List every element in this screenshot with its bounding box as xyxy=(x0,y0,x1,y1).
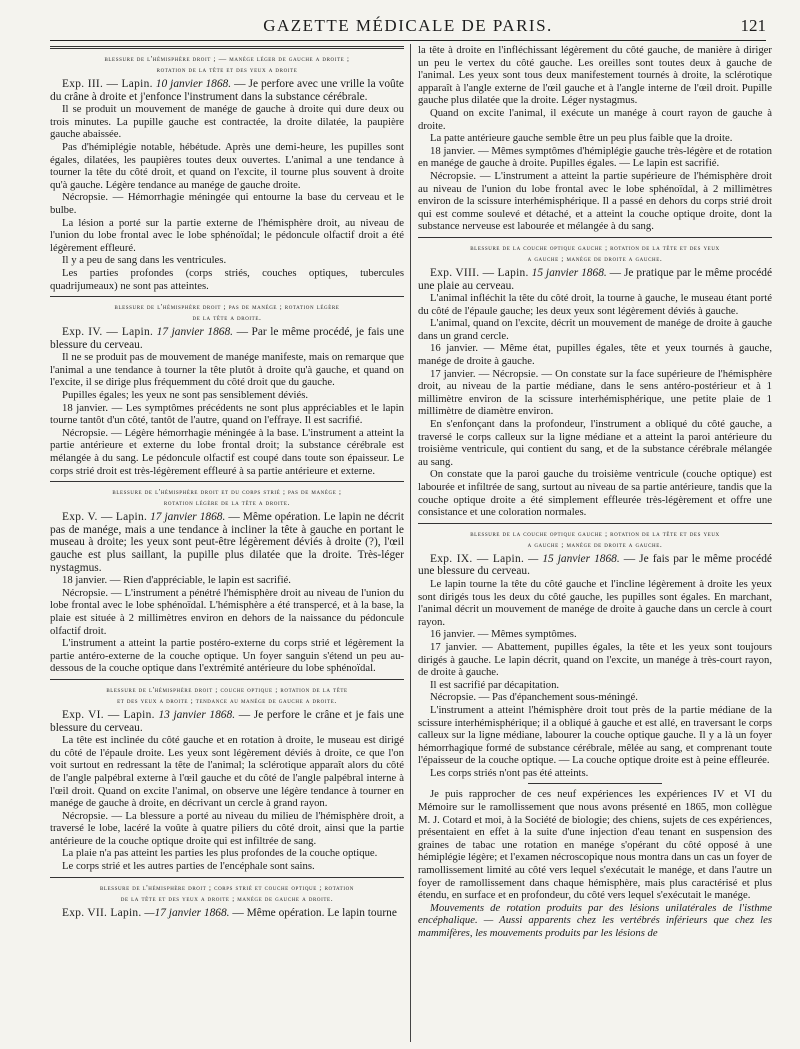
experiment-text: — Je pratique par le même procédé une plaie au cerveau. xyxy=(418,266,772,292)
column-divider xyxy=(410,44,411,1042)
experiment-date: 10 janvier 1868. xyxy=(155,78,232,90)
body-paragraph: 16 janvier. — Même état, pupilles égales, tête et yeux tournés à gauche, manége de droite à gauche. xyxy=(418,342,772,368)
body-paragraph: Nécropsie. — L'instrument a atteint la partie supérieure de l'hémisphère droit au niveau de l'union du lobe frontal avec le lobe sphénoïdal, à 2 millimètres environ de la scissure interhémisphérique. Il a passé en dehors du corps strié droit qui est comme soulevé et détaché, et a atteint la couche optique droite, dont la substance nerveuse est labourée et mélangée à du sang. xyxy=(418,169,772,233)
body-paragraph: Mouvements de rotation produits par des lésions unilatérales de l'isthme encéphalique. — Aussi apparents chez les vertébrés inférieurs que chez les mammifères, les mouvements produits par les lésions de xyxy=(418,901,772,939)
experiment-paragraph xyxy=(418,553,772,578)
experiment-label: Exp. VII. Lapin. xyxy=(62,906,142,919)
journal-title: GAZETTE MÉDICALE DE PARIS. xyxy=(263,16,553,35)
section-heading-line: blessure de l'hémisphère droit ; pas de manége ; rotation légère xyxy=(114,302,340,312)
section-rule xyxy=(418,523,772,524)
page-header xyxy=(50,14,766,41)
body-paragraph: 18 janvier. — Rien d'appréciable, le lapin est sacrifié. xyxy=(62,574,291,587)
body-paragraph: Il ne se produit pas de mouvement de manége manifeste, mais on remarque que l'animal a une tendance à tourner la tête plutôt à droite qu'à gauche, et quand on l'excite, il se dirige plus fréquemment du côté droit que du gauche. xyxy=(50,351,404,389)
body-paragraph: 18 janvier. — Les symptômes précédents ne sont plus appréciables et le lapin tourne tantôt d'un côté, tantôt de l'autre, quand on l'effraye. Il est sacrifié. xyxy=(50,401,404,427)
body-paragraph: Je puis rapprocher de ces neuf expériences les expériences IV et VI du Mémoire sur le ramollissement que nous avons présenté en 1865, mon collègue M. J. Cotard et moi, à la Société de biologie; des chiens, sujets de ces expériences, présentaient en effet à la suite d'une injection d'eau tenant en suspension des graines de tabac une rotation en manége s'opérant du côté opposé à une hémiplégie légère; et l'examen nécroscopique nous montra dans un cas un foyer de ramollissement limité au côté vers lequel s'exécutait le manége, et dans l'autre un foyer de ramollissement dans chaque hémisphère, mais plus caractérisé et plus étendu, en surface et en profondeur, du côté vers lequel s'exécutait le manége. xyxy=(418,788,772,902)
body-paragraph: La patte antérieure gauche semble être un peu plus faible que la droite. xyxy=(430,132,733,145)
section-rule xyxy=(418,237,772,238)
left-column xyxy=(50,44,404,1042)
body-paragraph: L'animal infléchit la tête du côté droit, la tourne à gauche, le museau étant porté du côté de l'épaule gauche; les deux yeux sont légèrement déviés à gauche. xyxy=(418,292,772,317)
section-heading xyxy=(418,528,772,550)
body-paragraph: Pupilles égales; les yeux ne sont pas sensiblement déviés. xyxy=(62,389,309,402)
experiment-text: — Je fais par le même procédé une blessure du cerveau. xyxy=(418,552,772,578)
experiment-paragraph xyxy=(50,511,404,574)
page-number: 121 xyxy=(740,16,766,35)
section-heading-line: blessure de l'hémisphère droit ; couche optique ; rotation de la tête xyxy=(106,684,348,694)
section-heading-line: blessure de l'hémisphère droit et du corps strié ; pas de manége ; xyxy=(112,487,342,497)
experiment-date: 13 janvier 1868. xyxy=(158,708,236,721)
section-heading-line: de la tête a droite. xyxy=(192,313,262,323)
section-heading xyxy=(50,486,404,508)
body-paragraph: 16 janvier. — Mêmes symptômes. xyxy=(430,628,577,641)
experiment-label: Exp. IV. — Lapin. xyxy=(62,326,154,339)
body-paragraph: Nécropsie. — Hémorrhagie méningée qui entourne la base du cerveau et le bulbe. xyxy=(50,191,404,216)
section-rule xyxy=(528,783,662,784)
section-heading-line: rotation de la tête et des yeux a droite xyxy=(156,65,298,74)
experiment-date: 15 janvier 1868. xyxy=(531,266,607,279)
body-paragraph: Il se produit un mouvement de manége de gauche à droite qui dure deux ou trois minutes. La pupille gauche est contractée, la droite dilatée, la paupière gauche abaissée. xyxy=(50,103,404,141)
section-heading-line: rotation légère de la tête a droite. xyxy=(163,498,291,508)
section-rule xyxy=(50,296,404,297)
body-paragraph: L'animal, quand on l'excite, décrit un mouvement de manége de droite à gauche dans un grand cercle. xyxy=(418,317,772,342)
experiment-paragraph xyxy=(50,709,404,734)
experiment-text: — Même opération. Le lapin tourne xyxy=(232,906,397,919)
body-paragraph: La lésion a porté sur la partie externe de l'hémisphère droit, au niveau de l'union du lobe frontal avec le lobe sphénoïdal; le pédoncule olfactif droit a été légèrement effleuré. xyxy=(50,216,404,254)
section-heading xyxy=(50,53,404,75)
section-heading xyxy=(50,301,404,323)
section-heading-line: blessure de l'hémisphère droit ; — manége léger de gauche a droite ; xyxy=(104,54,350,63)
body-paragraph: La tête est inclinée du côté gauche et en rotation à droite, le museau est dirigé du côté de l'épaule droite. Les yeux sont légèrement déviés à droite, ce que l'on voit surtout en redressant la tête de l'animal; la sclérotique apparaît alors du côté de l'angle palpébral externe à l'œil gauche et du côté de l'angle palpébral interne à l'œil droit. Quand on excite l'animal, on observe une légère tendance à tourner en manége de gauche à droite, en décrivant un cercle à grand rayon. xyxy=(50,734,404,810)
body-paragraph: Nécropsie. — Pas d'épanchement sous-méningé. xyxy=(430,691,638,704)
section-rule xyxy=(50,679,404,680)
experiment-text: — Même opération. Le lapin ne décrit pas de manége, mais a une tendance à incliner la tête à gauche en portant le museau à droite; les yeux sont peut-être légèrement déviés à droite (?), l'œil gauche est plus saillant, la pupille plus dilatée que la droite. Très-léger nystagmus. xyxy=(50,511,404,574)
body-paragraph: Pas d'hémiplégie notable, hébétude. Après une demi-heure, les pupilles sont égales, dilatées, les paupières toutes deux ouvertes. L'animal a une tendance à tourner la tête du côté droit, et quand on l'excite, il tourne plus souvent à droite qu'à gauche. Légère tendance au manége de gauche droite. xyxy=(50,140,404,191)
body-paragraph: Nécropsie. — Légère hémorrhagie méningée à la base. L'instrument a atteint la partie antérieure et externe du lobe frontal droit; la substance cérébrale est mélangée à du sang. Le pédoncule olfactif est coupé dans toute son épaisseur. Le corps strié droit est très-légèrement effleuré à sa partie antérieure et externe. xyxy=(50,426,404,477)
experiment-date: — 15 janvier 1868. xyxy=(528,552,620,565)
experiment-label: Exp. V. — Lapin. xyxy=(62,511,148,524)
body-paragraph: Le lapin tourne la tête du côté gauche et l'incline légèrement à droite les yeux sont dirigés tous les deux du côté gauche, les pupilles sont égales. En marchant, l'animal décrit un mouvement de manége de droite à gauche dans un cercle à court rayon. xyxy=(418,577,772,628)
right-column xyxy=(418,44,772,1042)
body-paragraph: L'instrument a atteint la partie postéro-externe du corps strié et légèrement la partie antéro-externe de la couche optique. Un foyer sanguin s'étend un peu au-dessous de la couche optique dans l'extrémité antérieure du lobe sphénoïdal. xyxy=(50,637,404,675)
experiment-label: Exp. VI. — Lapin. xyxy=(62,708,155,721)
section-heading-line: a gauche ; manége de droite a gauche. xyxy=(527,253,663,263)
section-rule xyxy=(50,481,404,482)
body-paragraph: On constate que la paroi gauche du troisième ventricule (couche optique) est labourée et infiltrée de sang, surtout au niveau de sa partie antérieure, tandis que la couche optique droite a été simplement effleurée très-légèrement et offre une consistance et une coloration normales. xyxy=(418,468,772,519)
section-heading-line: et des yeux a droite ; tendance au manége de gauche a droite. xyxy=(117,695,337,705)
body-paragraph: Nécropsie. — L'instrument a pénétré l'hémisphère droit au niveau de l'union du lobe frontal avec le lobe sphénoïdal. L'hémisphère a été transpercé, et à la base, la plaie est située à 2 millimètres environ en dehors de la naissance du pédoncule olfactif droit. xyxy=(50,586,404,637)
experiment-paragraph xyxy=(50,907,404,920)
body-paragraph: Les parties profondes (corps striés, couches optiques, tubercules quadrijumeaux) ne sont pas atteintes. xyxy=(50,266,404,292)
section-heading-line: de la tête et des yeux a droite ; manége de gauche a droite. xyxy=(120,893,334,903)
body-paragraph: Les corps striés n'ont pas été atteints. xyxy=(430,766,589,779)
body-paragraph: Le corps strié et les autres parties de l'encéphale sont sains. xyxy=(62,860,315,873)
section-heading xyxy=(50,882,404,904)
experiment-date: 17 janvier 1868. xyxy=(156,326,234,339)
experiment-text: — Je perfore le crâne et je fais une blessure du cerveau. xyxy=(50,708,404,734)
body-paragraph: 18 janvier. — Mêmes symptômes d'hémiplégie gauche très-légère et de rotation en manége de gauche à droite. Pupilles égales. — Le lapin est sacrifié. xyxy=(418,144,772,170)
experiment-text: — Je perfore avec une vrille la voûte du crâne à droite et j'enfonce l'instrument dans la substance cérébrale. xyxy=(50,78,404,103)
body-paragraph: L'instrument a atteint l'hémisphère droit tout près de la partie médiane de la scissure interhémisphérique; il a obliqué à gauche et est allé, en traversant le corps calleux sur la ligne médiane, labourer la couche optique gauche. Il y a là un foyer hémorrhagique formé de substance cérébrale, mêlée au sang, et comprenant toute l'épaisseur de la couche optique. — La couche optique droite est à peine effleurée. xyxy=(418,703,772,767)
body-paragraph: la tête à droite en l'infléchissant légèrement du côté gauche, de manière à diriger un peu le vertex du côté gauche. Les oreilles sont toutes deux à gauche de l'animal. Les yeux sont tous deux manifestement tournés à droite, la sclérotique apparaît à l'angle externe de l'œil gauche et à l'angle interne de l'œil droit. Pupille gauche plus dilatée que la droite. Léger nystagmus. xyxy=(418,44,772,107)
body-paragraph: Quand on excite l'animal, il exécute un manége à court rayon de gauche à droite. xyxy=(418,106,772,132)
experiment-date: —17 janvier 1868. xyxy=(144,906,230,919)
body-paragraph: La plaie n'a pas atteint les parties les plus profondes de la couche optique. xyxy=(62,847,378,860)
body-paragraph: 17 janvier. — Abattement, pupilles égales, la tête et les yeux sont toujours dirigés à gauche. Le lapin décrit, quand on l'excite, un manége à très-court rayon, de droite à gauche. xyxy=(418,640,772,679)
section-heading-line: blessure de la couche optique gauche ; rotation de la tête et des yeux xyxy=(470,528,720,538)
experiment-paragraph xyxy=(50,326,404,351)
section-rule xyxy=(50,877,404,878)
experiment-label: Exp. VIII. — Lapin. xyxy=(430,266,529,279)
section-heading-line: a gauche ; manége de droite a gauche. xyxy=(527,539,663,549)
body-paragraph: Il est sacrifié par décapitation. xyxy=(430,678,560,691)
experiment-paragraph xyxy=(418,267,772,292)
section-heading xyxy=(418,242,772,264)
experiment-text: — Par le même procédé, je fais une blessure du cerveau. xyxy=(50,326,404,351)
section-heading xyxy=(50,684,404,706)
body-paragraph: En s'enfonçant dans la profondeur, l'instrument a obliqué du côté gauche, a traversé le corps calleux sur la ligne médiane et a atteint la paroi antérieure du troisième ventricule, qui contient du sang, et de la substance cérébrale mélangée au sang. xyxy=(418,418,772,468)
body-paragraph: Nécropsie. — La blessure a porté au niveau du milieu de l'hémisphère droit, a traversé le lobe, lacéré la voûte à quatre piliers du côté droit, ainsi que la partie antérieure de la couche optique droite qui est infiltrée de sang. xyxy=(50,809,404,847)
experiment-label: Exp. III. — Lapin. xyxy=(62,78,153,90)
experiment-date: 17 janvier 1868. xyxy=(150,511,226,524)
top-rule xyxy=(50,46,404,49)
experiment-label: Exp. IX. — Lapin. xyxy=(430,552,525,565)
body-paragraph: 17 janvier. — Nécropsie. — On constate sur la face supérieure de l'hémisphère droit, au niveau de la partie médiane, dans le sens antéro-postérieur et à 1 millimètre environ de la scissure interhémisphérique, une petite plaie de 1 millimètre de diamètre environ. xyxy=(418,367,772,418)
section-heading-line: blessure de la couche optique gauche ; rotation de la tête et des yeux xyxy=(470,242,720,252)
section-heading-line: blessure de l'hémisphère droit ; corps strié et couche optique ; rotation xyxy=(99,882,355,892)
body-paragraph: Il y a peu de sang dans les ventricules. xyxy=(62,254,227,267)
experiment-paragraph xyxy=(50,78,404,103)
